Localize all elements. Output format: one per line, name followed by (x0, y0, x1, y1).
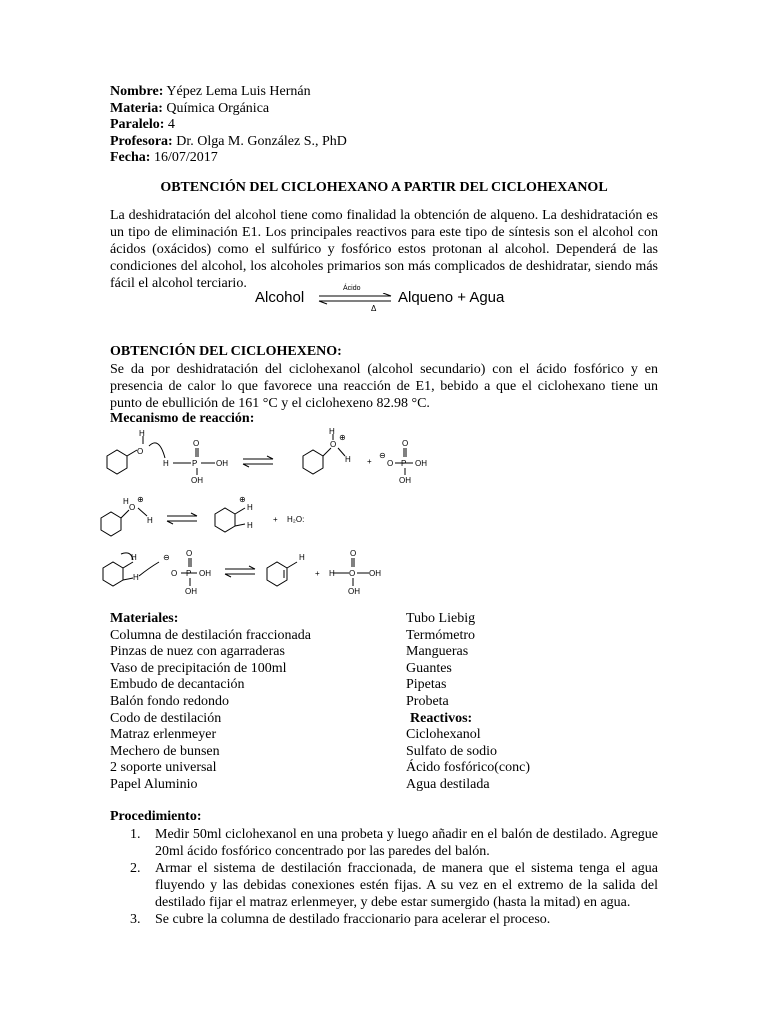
plus-sign: + (367, 457, 372, 466)
mechanism-diagram (93, 428, 438, 600)
charge-label: ⊖ (379, 451, 386, 460)
paralelo-row (110, 117, 347, 134)
atom-label: OH (199, 569, 211, 578)
nombre-label: Nombre: (110, 84, 164, 99)
plus-sign: + (315, 569, 320, 578)
equilibrium-arrow-icon (317, 293, 393, 305)
carbocation-ring-icon (215, 508, 235, 532)
material-item: Tubo Liebig (406, 611, 476, 626)
fecha-value: 16/07/2017 (153, 150, 218, 165)
curved-arrow-icon (139, 562, 159, 576)
material-item: Probeta (406, 693, 449, 709)
charge-label: ⊕ (339, 433, 346, 442)
paralelo-label: Paralelo: (110, 117, 165, 132)
procedure-step (110, 911, 658, 928)
atom-label: OH (216, 459, 228, 468)
materia-value: Química Orgánica (166, 100, 270, 116)
profesora-label: Profesora: (110, 133, 173, 149)
reagent-item: Sulfato de sodio (406, 743, 497, 759)
paralelo-value: 4 (167, 117, 175, 132)
step-text: Se cubre la columna de destilado fraccionario para acelerar el proceso. (155, 912, 551, 927)
materials-left-column (110, 611, 311, 794)
material-item: Mangueras (406, 644, 469, 660)
materia-row (110, 101, 347, 118)
reagent-item: Ciclohexanol (406, 727, 481, 743)
mechanism-heading: Mecanismo de reacción: (110, 411, 255, 426)
material-item: Vaso de precipitación de 100ml (110, 660, 287, 676)
atom-label: O (349, 569, 356, 578)
material-item: Termómetro (406, 627, 475, 643)
reactant-label: Alcohol (255, 289, 305, 306)
cyclohexane-ring-icon (101, 512, 121, 536)
atom-label: P (401, 459, 407, 468)
atom-label: H (131, 553, 137, 562)
header-block (110, 84, 347, 167)
fecha-row (110, 150, 347, 167)
fecha-label: Fecha: (110, 150, 151, 165)
atom-label: H (247, 521, 253, 530)
atom-label: H (133, 573, 139, 582)
carbocation-ring-icon (103, 562, 123, 586)
charge-label: ⊖ (163, 553, 170, 562)
reagent-item: Agua destilada (406, 776, 490, 792)
document-title: OBTENCIÓN DEL CICLOHEXANO A PARTIR DEL CICLOHEXANOL (160, 180, 608, 195)
atom-label: OH (399, 476, 411, 485)
atom-label: O (186, 549, 193, 558)
products-label: Alqueno + Agua (398, 289, 505, 306)
material-item: Guantes (406, 660, 452, 676)
atom-label: H (123, 497, 129, 506)
step-number: 3. (130, 912, 141, 927)
procedure-step (110, 826, 658, 860)
materials-right-column (406, 611, 530, 794)
materia-label: Materia: (110, 100, 163, 116)
atom-label: O (129, 503, 136, 512)
atom-label: H (147, 516, 153, 525)
atom-label: H (345, 455, 351, 464)
material-item: Papel Aluminio (110, 776, 198, 792)
charge-label: ⊕ (137, 495, 144, 504)
reactivos-heading: Reactivos: (410, 710, 473, 726)
procedure-heading: Procedimiento: (110, 809, 202, 824)
material-item: Mechero de bunsen (110, 743, 220, 759)
material-item: Balón fondo redondo (110, 693, 229, 709)
material-item: Columna de destilación fraccionada (110, 627, 311, 643)
profesora-row (110, 134, 347, 151)
atom-label: O (171, 569, 178, 578)
atom-label: OH (369, 569, 381, 578)
nombre-value: Yépez Lema Luis Hernán (166, 84, 311, 99)
procedure-steps (110, 826, 658, 928)
ciclohexeno-heading: OBTENCIÓN DEL CICLOHEXENO: (110, 344, 342, 359)
reagent-item: Ácido fosfórico(conc) (406, 760, 531, 776)
atom-label: H (329, 428, 335, 436)
cyclohexane-ring-icon (303, 450, 323, 474)
material-item: Pipetas (406, 677, 447, 693)
atom-label: H (163, 459, 169, 468)
material-item: Embudo de decantación (110, 677, 245, 693)
atom-label: OH (185, 587, 197, 596)
atom-label: H (247, 503, 253, 512)
atom-label: H (329, 569, 335, 578)
step-text: Medir 50ml ciclohexanol en una probeta y luego añadir en el balón de destilado. Agregue 20ml ácido fosfórico concentrado por las paredes del balón. (155, 827, 658, 859)
materials-heading: Materiales: (110, 611, 179, 626)
water-label: H₂O: (287, 515, 305, 524)
atom-label: P (186, 569, 192, 578)
atom-label: O (402, 439, 409, 448)
profesora-value: Dr. Olga M. González S., PhD (176, 133, 347, 149)
curved-arrow-icon (149, 443, 165, 458)
atom-label: OH (191, 476, 203, 485)
step-number: 1. (130, 827, 141, 842)
intro-paragraph: La deshidratación del alcohol tiene como finalidad la obtención de alqueno. La deshidratación es un tipo de eliminación E1. Los principales reactivos para este tipo de síntesis son el alcohol con ácidos (oxácidos) como el sulfúrico y fosfórico estos protonan al alcohol. Dependerá de las condiciones del alcohol, los alcoholes primarios son más complicados de deshidratar, siendo más fácil el alcohol terciario. (110, 208, 658, 291)
material-item: Pinzas de nuez con agarraderas (110, 644, 285, 660)
material-item: 2 soporte universal (110, 760, 217, 776)
nombre-row (110, 84, 347, 101)
atom-label: H (299, 553, 305, 562)
plus-sign: + (273, 515, 278, 524)
atom-label: O (350, 549, 357, 558)
ciclohexeno-paragraph: Se da por deshidratación del ciclohexanol (alcohol secundario) con el ácido fosfórico y en presencia de calor lo que favorece una reacción de E1, bebido a que el ciclohexano tiene un punto de ebullición de 161 °C y el ciclohexeno 82.98 °C. (110, 362, 658, 411)
atom-label: O (330, 440, 337, 449)
charge-label: ⊕ (239, 495, 246, 504)
atom-label: P (192, 459, 198, 468)
general-reaction (255, 285, 525, 317)
heat-label: Δ (371, 304, 377, 313)
atom-label: OH (348, 587, 360, 596)
material-item: Matraz erlenmeyer (110, 727, 217, 743)
cyclohexane-ring-icon (107, 450, 127, 474)
atom-label: O (387, 459, 394, 468)
catalyst-label: Ácido (343, 285, 361, 292)
material-item: Codo de destilación (110, 710, 222, 726)
step-number: 2. (130, 861, 141, 876)
atom-label: O (193, 439, 200, 448)
atom-label: O (137, 447, 144, 456)
procedure-step (110, 860, 658, 911)
atom-label: OH (415, 459, 427, 468)
step-text: Armar el sistema de destilación fraccionada, de manera que el sistema tenga el agua fluyendo y las debidas conexiones estén fijas. A su vez en el extremo de la salida del destilado fijar el matraz erlenmeyer, y debe estar sumergido (hasta la mitad) en agua. (155, 861, 658, 910)
atom-label: H (139, 429, 145, 438)
